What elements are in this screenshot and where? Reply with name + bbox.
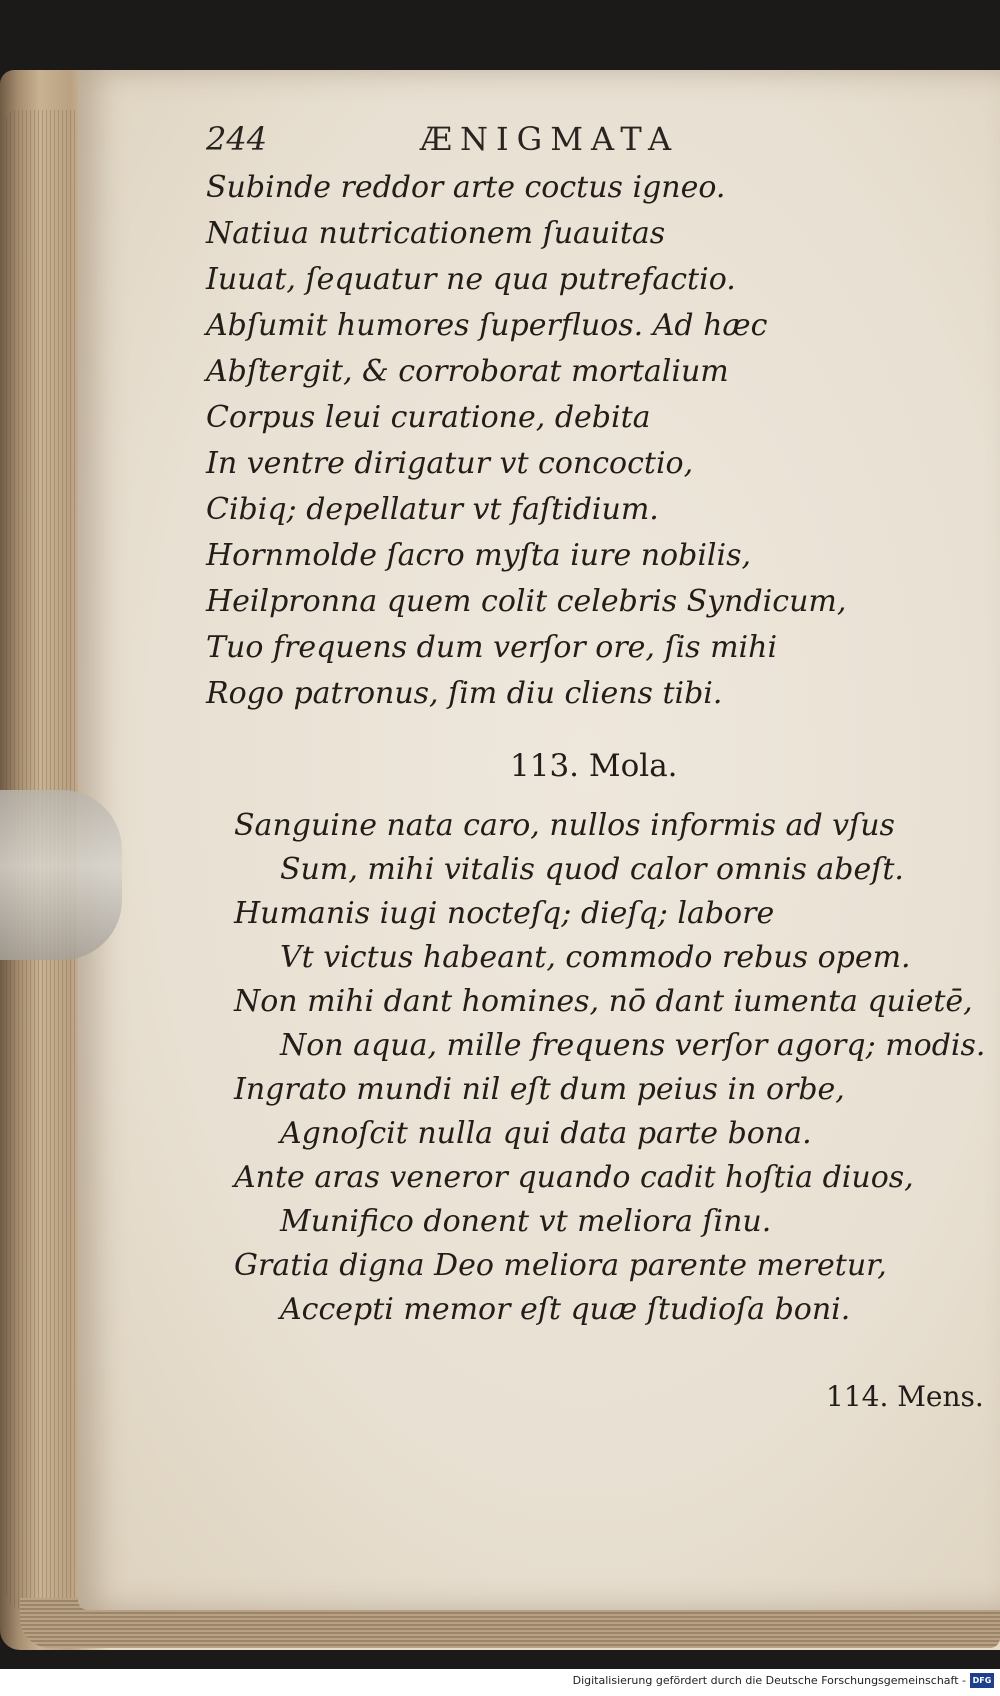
poem-line: Natiua nutricationem ſuauitas xyxy=(206,216,666,251)
poem-line: Ingrato mundi nil eſt dum peius in orbe, xyxy=(234,1072,845,1107)
poem-line: Tuo frequens dum verſor ore, ſis mihi xyxy=(206,630,778,665)
page-number: 244 xyxy=(206,120,268,158)
catchword: 114. Mens. xyxy=(826,1380,984,1413)
poem-line: Iuuat, ſequatur ne qua putrefactio. xyxy=(206,262,736,297)
poem-line: Non mihi dant homines, nō dant iumenta quietē, xyxy=(234,984,973,1019)
poem-line: Non aqua, mille frequens verſor agorq; modis. xyxy=(280,1028,986,1063)
poem-line: Sanguine nata caro, nullos informis ad vſus xyxy=(234,808,895,843)
poem-line: Abſtergit, & corroborat mortalium xyxy=(206,354,729,389)
poem-line: Gratia digna Deo meliora parente meretur, xyxy=(234,1248,887,1283)
poem-line: Sum, mihi vitalis quod calor omnis abeſt. xyxy=(280,852,904,887)
poem-line: Hornmolde ſacro myſta iure nobilis, xyxy=(206,538,752,573)
dfg-logo: DFG xyxy=(970,1673,994,1688)
funding-credit: Digitalisierung gefördert durch die Deutsche Forschungsgemeinschaft - xyxy=(572,1674,966,1687)
running-head: ÆNIGMATA xyxy=(420,120,680,158)
footer-bar xyxy=(0,1669,1000,1696)
poem-line: Subinde reddor arte coctus igneo. xyxy=(206,170,726,205)
page-header xyxy=(0,120,1000,160)
poem-line: Vt victus habeant, commodo rebus opem. xyxy=(280,940,911,975)
poem-line: Corpus leui curatione, debita xyxy=(206,400,651,435)
section-heading: 113. Mola. xyxy=(510,748,678,784)
poem-line: Cibiq; depellatur vt faſtidium. xyxy=(206,492,659,527)
poem-line: In ventre dirigatur vt concoctio, xyxy=(206,446,694,481)
poem-line: Heilpronna quem colit celebris Syndicum, xyxy=(206,584,847,619)
poem-line: Abſumit humores ſuperfluos. Ad hæc xyxy=(206,308,768,343)
poem-line: Agnoſcit nulla qui data parte bona. xyxy=(280,1116,812,1151)
poem-line: Rogo patronus, ſim diu cliens tibi. xyxy=(206,676,723,711)
page-clip xyxy=(0,790,122,960)
poem-line: Munifico donent vt meliora ſinu. xyxy=(280,1204,772,1239)
poem-line: Humanis iugi nocteſq; dieſq; labore xyxy=(234,896,775,931)
poem-line: Accepti memor eſt quæ ſtudioſa boni. xyxy=(280,1292,851,1327)
poem-line: Ante aras veneror quando cadit hoſtia diuos, xyxy=(234,1160,914,1195)
